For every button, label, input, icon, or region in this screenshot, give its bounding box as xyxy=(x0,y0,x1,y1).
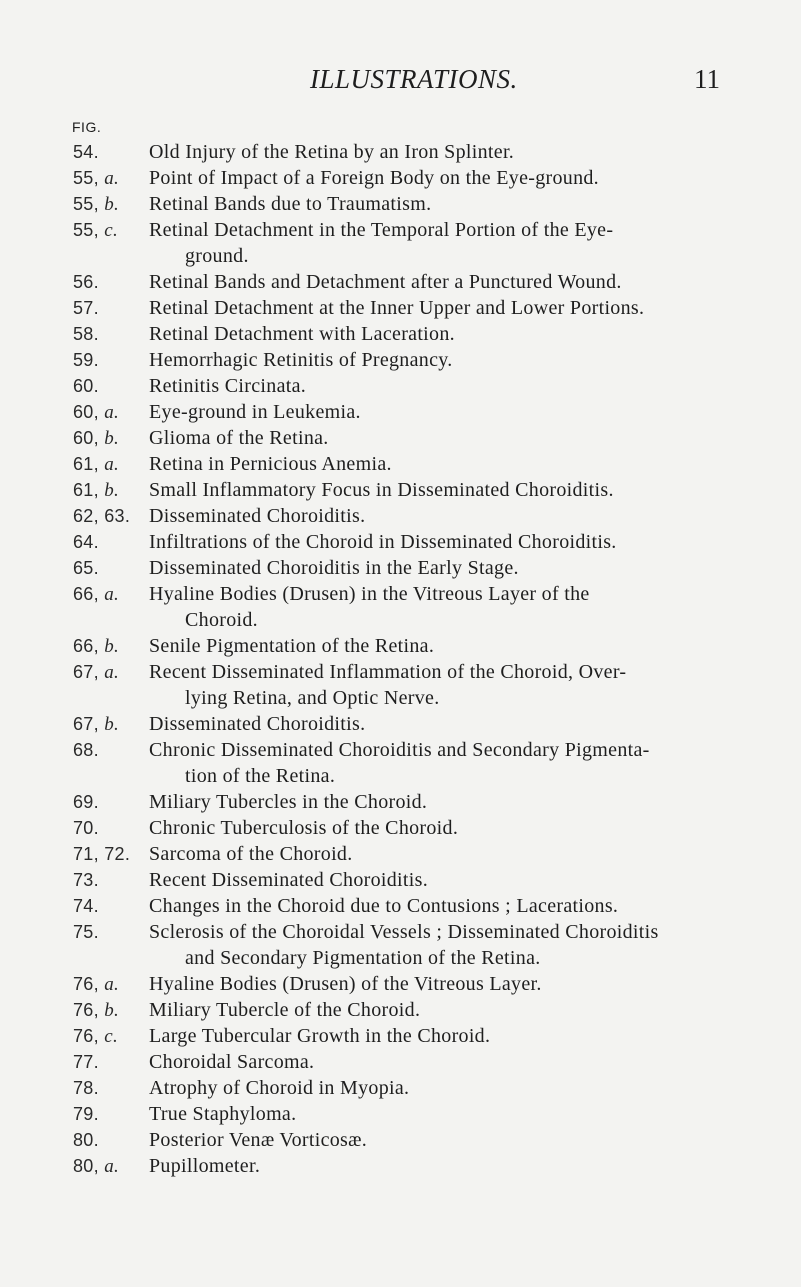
description-line: Chronic Disseminated Choroiditis and Secondary Pigmenta- xyxy=(149,739,650,761)
list-item xyxy=(0,399,801,425)
list-item xyxy=(0,971,801,997)
description-line: Old Injury of the Retina by an Iron Splinter. xyxy=(149,141,515,163)
list-item xyxy=(0,1075,801,1101)
running-title: ILLUSTRATIONS. xyxy=(310,64,518,94)
figure-description xyxy=(149,425,739,451)
figure-number-main: 57. xyxy=(73,298,99,318)
figure-description xyxy=(149,295,739,321)
figure-sub-letter: a. xyxy=(104,1156,120,1177)
figure-number xyxy=(73,971,119,998)
figure-description xyxy=(149,555,739,581)
figure-number-main: 59. xyxy=(73,350,99,370)
description-line: Sclerosis of the Choroidal Vessels ; Disseminated Choroiditis xyxy=(149,921,659,943)
list-item xyxy=(0,581,801,633)
figure-number xyxy=(73,295,99,321)
figure-number-main: 60, xyxy=(73,402,99,422)
list-item xyxy=(0,633,801,659)
list-item xyxy=(0,425,801,451)
figure-number xyxy=(73,1049,99,1075)
description-line: Disseminated Choroiditis. xyxy=(149,713,366,735)
description-line: Chronic Tuberculosis of the Choroid. xyxy=(149,817,459,839)
list-item xyxy=(0,815,801,841)
list-item xyxy=(0,893,801,919)
figure-number-main: 60, xyxy=(73,428,99,448)
figure-description xyxy=(149,919,739,971)
figure-description xyxy=(149,451,739,477)
page-number: 11 xyxy=(694,64,720,94)
figure-sub-letter: a. xyxy=(104,454,120,475)
description-line: Recent Disseminated Choroiditis. xyxy=(149,869,429,891)
figure-description xyxy=(149,997,739,1023)
list-item xyxy=(0,217,801,269)
figure-number-main: 75. xyxy=(73,922,99,942)
figure-number-main: 80. xyxy=(73,1130,99,1150)
figure-number-main: 80, xyxy=(73,1156,99,1176)
description-line: Miliary Tubercle of the Choroid. xyxy=(149,999,421,1021)
list-item xyxy=(0,165,801,191)
list-item xyxy=(0,659,801,711)
figure-sub-letter: c. xyxy=(104,220,119,241)
figure-description xyxy=(149,321,739,347)
description-line: Retinal Bands due to Traumatism. xyxy=(149,193,432,215)
list-item xyxy=(0,503,801,529)
figure-sub-letter: b. xyxy=(104,1000,120,1021)
description-line: Senile Pigmentation of the Retina. xyxy=(149,635,435,657)
description-line: Disseminated Choroiditis. xyxy=(149,505,366,527)
figure-number-main: 74. xyxy=(73,896,99,916)
illustration-list xyxy=(0,139,801,1179)
list-item xyxy=(0,789,801,815)
figure-sub-letter: b. xyxy=(104,636,120,657)
list-item xyxy=(0,1049,801,1075)
figure-sub-letter: b. xyxy=(104,714,120,735)
figure-number-main: 78. xyxy=(73,1078,99,1098)
figure-description xyxy=(149,347,739,373)
description-line: Glioma of the Retina. xyxy=(149,427,329,449)
figure-number xyxy=(73,1101,99,1127)
description-line: Infiltrations of the Choroid in Disseminated Choroiditis. xyxy=(149,531,617,553)
list-item xyxy=(0,555,801,581)
figure-number-main: 64. xyxy=(73,532,99,552)
description-line: Hemorrhagic Retinitis of Pregnancy. xyxy=(149,349,453,371)
figure-number-main: 66, xyxy=(73,636,99,656)
description-continuation: Choroid. xyxy=(185,609,258,631)
figure-number xyxy=(73,581,119,608)
figure-number-main: 76, xyxy=(73,974,99,994)
list-item xyxy=(0,711,801,737)
figure-number xyxy=(73,477,119,504)
description-line: Eye-ground in Leukemia. xyxy=(149,401,361,423)
figure-description xyxy=(149,737,739,789)
list-item xyxy=(0,373,801,399)
figure-description xyxy=(149,529,739,555)
description-line: Point of Impact of a Foreign Body on the Eye-ground. xyxy=(149,167,599,189)
figure-number xyxy=(73,425,119,452)
figure-description xyxy=(149,633,739,659)
figure-description xyxy=(149,711,739,737)
figure-number-main: 55, xyxy=(73,220,99,240)
figure-description xyxy=(149,165,739,191)
figure-description xyxy=(149,1101,739,1127)
list-item xyxy=(0,1023,801,1049)
list-item xyxy=(0,477,801,503)
description-line: Retina in Pernicious Anemia. xyxy=(149,453,392,475)
list-item xyxy=(0,919,801,971)
list-item xyxy=(0,997,801,1023)
figure-sub-letter: c. xyxy=(104,1026,119,1047)
figure-number-main: 76, xyxy=(73,1026,99,1046)
figure-number-main: 70. xyxy=(73,818,99,838)
figure-number xyxy=(73,217,118,244)
description-line: Retinitis Circinata. xyxy=(149,375,307,397)
figure-number xyxy=(73,555,99,581)
description-continuation: and Secondary Pigmentation of the Retina. xyxy=(185,947,541,969)
figure-number xyxy=(73,139,99,165)
figure-description xyxy=(149,867,739,893)
list-item xyxy=(0,1127,801,1153)
figure-number xyxy=(73,737,99,763)
list-item xyxy=(0,841,801,867)
figure-description xyxy=(149,789,739,815)
description-line: Changes in the Choroid due to Contusions ; Lacerations. xyxy=(149,895,619,917)
figure-number xyxy=(73,503,130,529)
list-item xyxy=(0,529,801,555)
figure-number xyxy=(73,529,99,555)
figure-number xyxy=(73,841,130,867)
figure-description xyxy=(149,1153,739,1179)
figure-description xyxy=(149,503,739,529)
list-item xyxy=(0,451,801,477)
figure-sub-letter: b. xyxy=(104,480,120,501)
figure-number xyxy=(73,893,99,919)
figure-description xyxy=(149,139,739,165)
figure-number-main: 76, xyxy=(73,1000,99,1020)
description-line: Posterior Venæ Vorticosæ. xyxy=(149,1129,368,1151)
figure-description xyxy=(149,373,739,399)
figure-number-main: 55, xyxy=(73,194,99,214)
figure-number xyxy=(73,165,119,192)
figure-number-main: 56. xyxy=(73,272,99,292)
figure-number-main: 61, xyxy=(73,454,99,474)
figure-sub-letter: a. xyxy=(104,974,120,995)
figure-number-main: 69. xyxy=(73,792,99,812)
figure-number xyxy=(73,269,99,295)
figure-number xyxy=(73,451,119,478)
figure-sub-letter: a. xyxy=(104,584,120,605)
figure-number xyxy=(73,711,119,738)
list-item xyxy=(0,191,801,217)
figure-number xyxy=(73,1127,99,1153)
figure-number xyxy=(73,373,99,399)
figure-description xyxy=(149,477,739,503)
figure-number-main: 65. xyxy=(73,558,99,578)
figure-description xyxy=(149,217,739,269)
figure-description xyxy=(149,815,739,841)
figure-number-main: 79. xyxy=(73,1104,99,1124)
description-continuation: lying Retina, and Optic Nerve. xyxy=(185,687,440,709)
figure-number xyxy=(73,321,99,347)
description-line: True Staphyloma. xyxy=(149,1103,297,1125)
list-item xyxy=(0,295,801,321)
figure-description xyxy=(149,581,739,633)
figure-number xyxy=(73,347,99,373)
list-item xyxy=(0,737,801,789)
description-line: Retinal Detachment at the Inner Upper and Lower Portions. xyxy=(149,297,645,319)
figure-number-main: 66, xyxy=(73,584,99,604)
figure-description xyxy=(149,399,739,425)
description-line: Small Inflammatory Focus in Disseminated Choroiditis. xyxy=(149,479,614,501)
figure-number xyxy=(73,1075,99,1101)
figure-number-main: 68. xyxy=(73,740,99,760)
description-line: Disseminated Choroiditis in the Early Stage. xyxy=(149,557,519,579)
figure-description xyxy=(149,841,739,867)
figure-number-main: 61, xyxy=(73,480,99,500)
list-item xyxy=(0,347,801,373)
description-line: Retinal Bands and Detachment after a Punctured Wound. xyxy=(149,271,622,293)
description-line: Sarcoma of the Choroid. xyxy=(149,843,353,865)
figure-number xyxy=(73,191,119,218)
description-line: Recent Disseminated Inflammation of the Choroid, Over- xyxy=(149,661,627,683)
figure-number xyxy=(73,997,119,1024)
figure-description xyxy=(149,659,739,711)
figure-number-main: 60. xyxy=(73,376,99,396)
description-line: Miliary Tubercles in the Choroid. xyxy=(149,791,428,813)
figure-sub-letter: a. xyxy=(104,662,120,683)
list-item xyxy=(0,269,801,295)
figure-sub-letter: a. xyxy=(104,168,120,189)
figure-description xyxy=(149,1127,739,1153)
list-item xyxy=(0,321,801,347)
description-line: Atrophy of Choroid in Myopia. xyxy=(149,1077,410,1099)
figure-description xyxy=(149,191,739,217)
figure-number xyxy=(73,1023,118,1050)
list-item xyxy=(0,1153,801,1179)
figure-number xyxy=(73,867,99,893)
description-line: Retinal Detachment in the Temporal Portion of the Eye- xyxy=(149,219,614,241)
figure-number-main: 67, xyxy=(73,714,99,734)
figure-number-main: 55, xyxy=(73,168,99,188)
list-item xyxy=(0,1101,801,1127)
figure-number-main: 73. xyxy=(73,870,99,890)
figure-description xyxy=(149,269,739,295)
figure-description xyxy=(149,1023,739,1049)
description-continuation: tion of the Retina. xyxy=(185,765,336,787)
figure-sub-letter: b. xyxy=(104,428,120,449)
figure-number-main: 77. xyxy=(73,1052,99,1072)
fig-column-label: FIG. xyxy=(72,119,102,135)
figure-number xyxy=(73,633,119,660)
figure-sub-letter: a. xyxy=(104,402,120,423)
figure-number xyxy=(73,789,99,815)
figure-number xyxy=(73,919,99,945)
figure-number-main: 54. xyxy=(73,142,99,162)
description-line: Large Tubercular Growth in the Choroid. xyxy=(149,1025,491,1047)
figure-description xyxy=(149,1075,739,1101)
figure-description xyxy=(149,1049,739,1075)
page-header xyxy=(0,50,801,102)
description-line: Choroidal Sarcoma. xyxy=(149,1051,315,1073)
figure-sub-letter: b. xyxy=(104,194,120,215)
figure-number xyxy=(73,815,99,841)
figure-description xyxy=(149,971,739,997)
description-continuation: ground. xyxy=(185,245,249,267)
list-item xyxy=(0,867,801,893)
description-line: Hyaline Bodies (Drusen) of the Vitreous Layer. xyxy=(149,973,542,995)
figure-number-main: 71, 72. xyxy=(73,844,131,864)
list-item xyxy=(0,139,801,165)
figure-number-main: 67, xyxy=(73,662,99,682)
figure-number xyxy=(73,1153,119,1180)
figure-number xyxy=(73,659,119,686)
figure-description xyxy=(149,893,739,919)
figure-number-main: 58. xyxy=(73,324,99,344)
description-line: Pupillometer. xyxy=(149,1155,261,1177)
description-line: Retinal Detachment with Laceration. xyxy=(149,323,455,345)
figure-number xyxy=(73,399,119,426)
figure-number-main: 62, 63. xyxy=(73,506,131,526)
description-line: Hyaline Bodies (Drusen) in the Vitreous Layer of the xyxy=(149,583,590,605)
